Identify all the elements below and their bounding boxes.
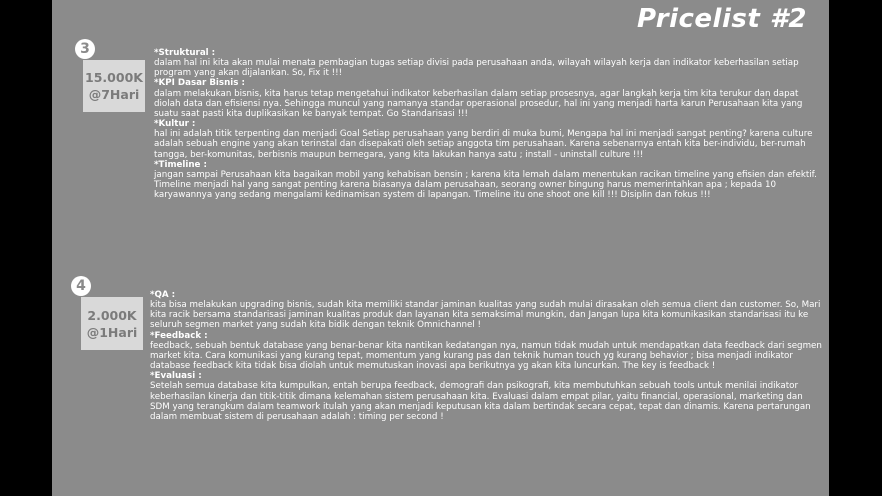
package-price: 15.000K [85, 70, 143, 85]
section-heading: *Kultur : [154, 119, 196, 130]
section-text: dalam melakukan bisnis, kita harus tetap mengetahui indikator keberhasilan dalam setiap prosesnya, agar langkah kerja tim kita terukur dan dapat diolah data dan efisiensi nya. Sehingga muncul yang namanya standar operasional prosedur, hal ini yang menjadi harta karun Perusahaan kita yang suatu saat pasti kita duplikasikan ke banyak tempat. Go Standarisasi !!! [154, 88, 803, 119]
section-heading: *Timeline : [154, 159, 207, 170]
package-number-badge: 4 [71, 276, 91, 296]
package-price: 2.000K [87, 307, 137, 323]
section-text: kita bisa melakukan upgrading bisnis, sudah kita memiliki standar jaminan kualitas yang sudah mulai dirasakan oleh semua client dan customer. So, Mari kita racik bersama standarisasi jaminan kualitas produk dan layanan kita semaksimal mungkin, dan Jangan lupa kita komunikasikan standarisasi itu ke seluruh segmen market yang sudah kita bidik dengan teknik Omnichannel ! [150, 300, 821, 331]
package-duration: @7Hari [88, 87, 140, 102]
pricelist-slide [52, 0, 829, 496]
package-price-box [81, 297, 143, 350]
section-heading: *KPI Dasar Bisnis : [154, 78, 245, 89]
package-price-box [83, 60, 145, 112]
package-duration: @1Hari [86, 324, 138, 340]
section-text: Setelah semua database kita kumpulkan, entah berupa feedback, demografi dan psikografi, kita membutuhkan sebuah tools untuk menilai indikator keberhasilan kinerja dan titik-titik dimana kelemahan sistem perusahaan kita. Evaluasi dalam empat pilar, yaitu financial, operasional, marketing dan SDM yang terangkum dalam teamwork itulah yang akan menjadi keputusan kita dalam bertindak secara cepat, tepat dan dinamis. Karena pertarungan dalam membuat sistem di perusahaan adalah : timing per second ! [150, 381, 811, 422]
section-heading: *Struktural : [154, 48, 216, 58]
package-number-badge: 3 [75, 39, 95, 59]
section-heading: *Feedback : [150, 330, 208, 341]
section-heading: *QA : [150, 290, 176, 300]
section-text: hal ini adalah titik terpenting dan menjadi Goal Setiap perusahaan yang berdiri di muka bumi, Mengapa hal ini menjadi sangat penting? karena culture adalah sebuah engine yang akan terinstal dan disepakati oleh setiap anggota tim perusahaan. Karena sebenarnya entah kita ber-individu, ber-rumah tangga, ber-komunitas, berbisnis maupun bernegara, yang kita lakukan hanya satu ; install - uninstall culture !!! [154, 129, 813, 160]
section-text: dalam hal ini kita akan mulai menata pembagian tugas setiap divisi pada perusahaan anda, wilayah wilayah kerja dan indikator keberhasilan setiap program yang akan dijalankan. So, Fix it !!! [154, 58, 799, 79]
section-text: feedback, sebuah bentuk database yang benar-benar kita nantikan kedatangan nya, namun tidak mudah untuk mendapatkan data feedback dari segmen market kita. Cara komunikasi yang kurang tepat, momentum yang kurang pas dan teknik human touch yg kurang behavior ; bisa menjadi indikator database feedback kita tidak bisa diolah untuk memutuskan inovasi apa berikutnya yg akan kita luncurkan. The key is feedback ! [150, 340, 822, 372]
page-title: Pricelist #2 [637, 4, 807, 34]
package-description [150, 290, 824, 422]
section-heading: *Evaluasi : [150, 371, 202, 382]
section-text: jangan sampai Perusahaan kita bagaikan mobil yang kehabisan bensin ; karena kita lemah dalam menentukan racikan timeline yang efisien dan efektif. Timeline menjadi hal yang sangat penting karena biasanya dalam perusahaan, seorang owner bingung harus memerintahkan apa ; kepada 10 karyawannya yang sedang mengalami kedinamisan system di lapangan. Timeline itu one shoot one kill !!! Disiplin dan fokus !!! [154, 169, 817, 201]
package-description [154, 48, 822, 200]
